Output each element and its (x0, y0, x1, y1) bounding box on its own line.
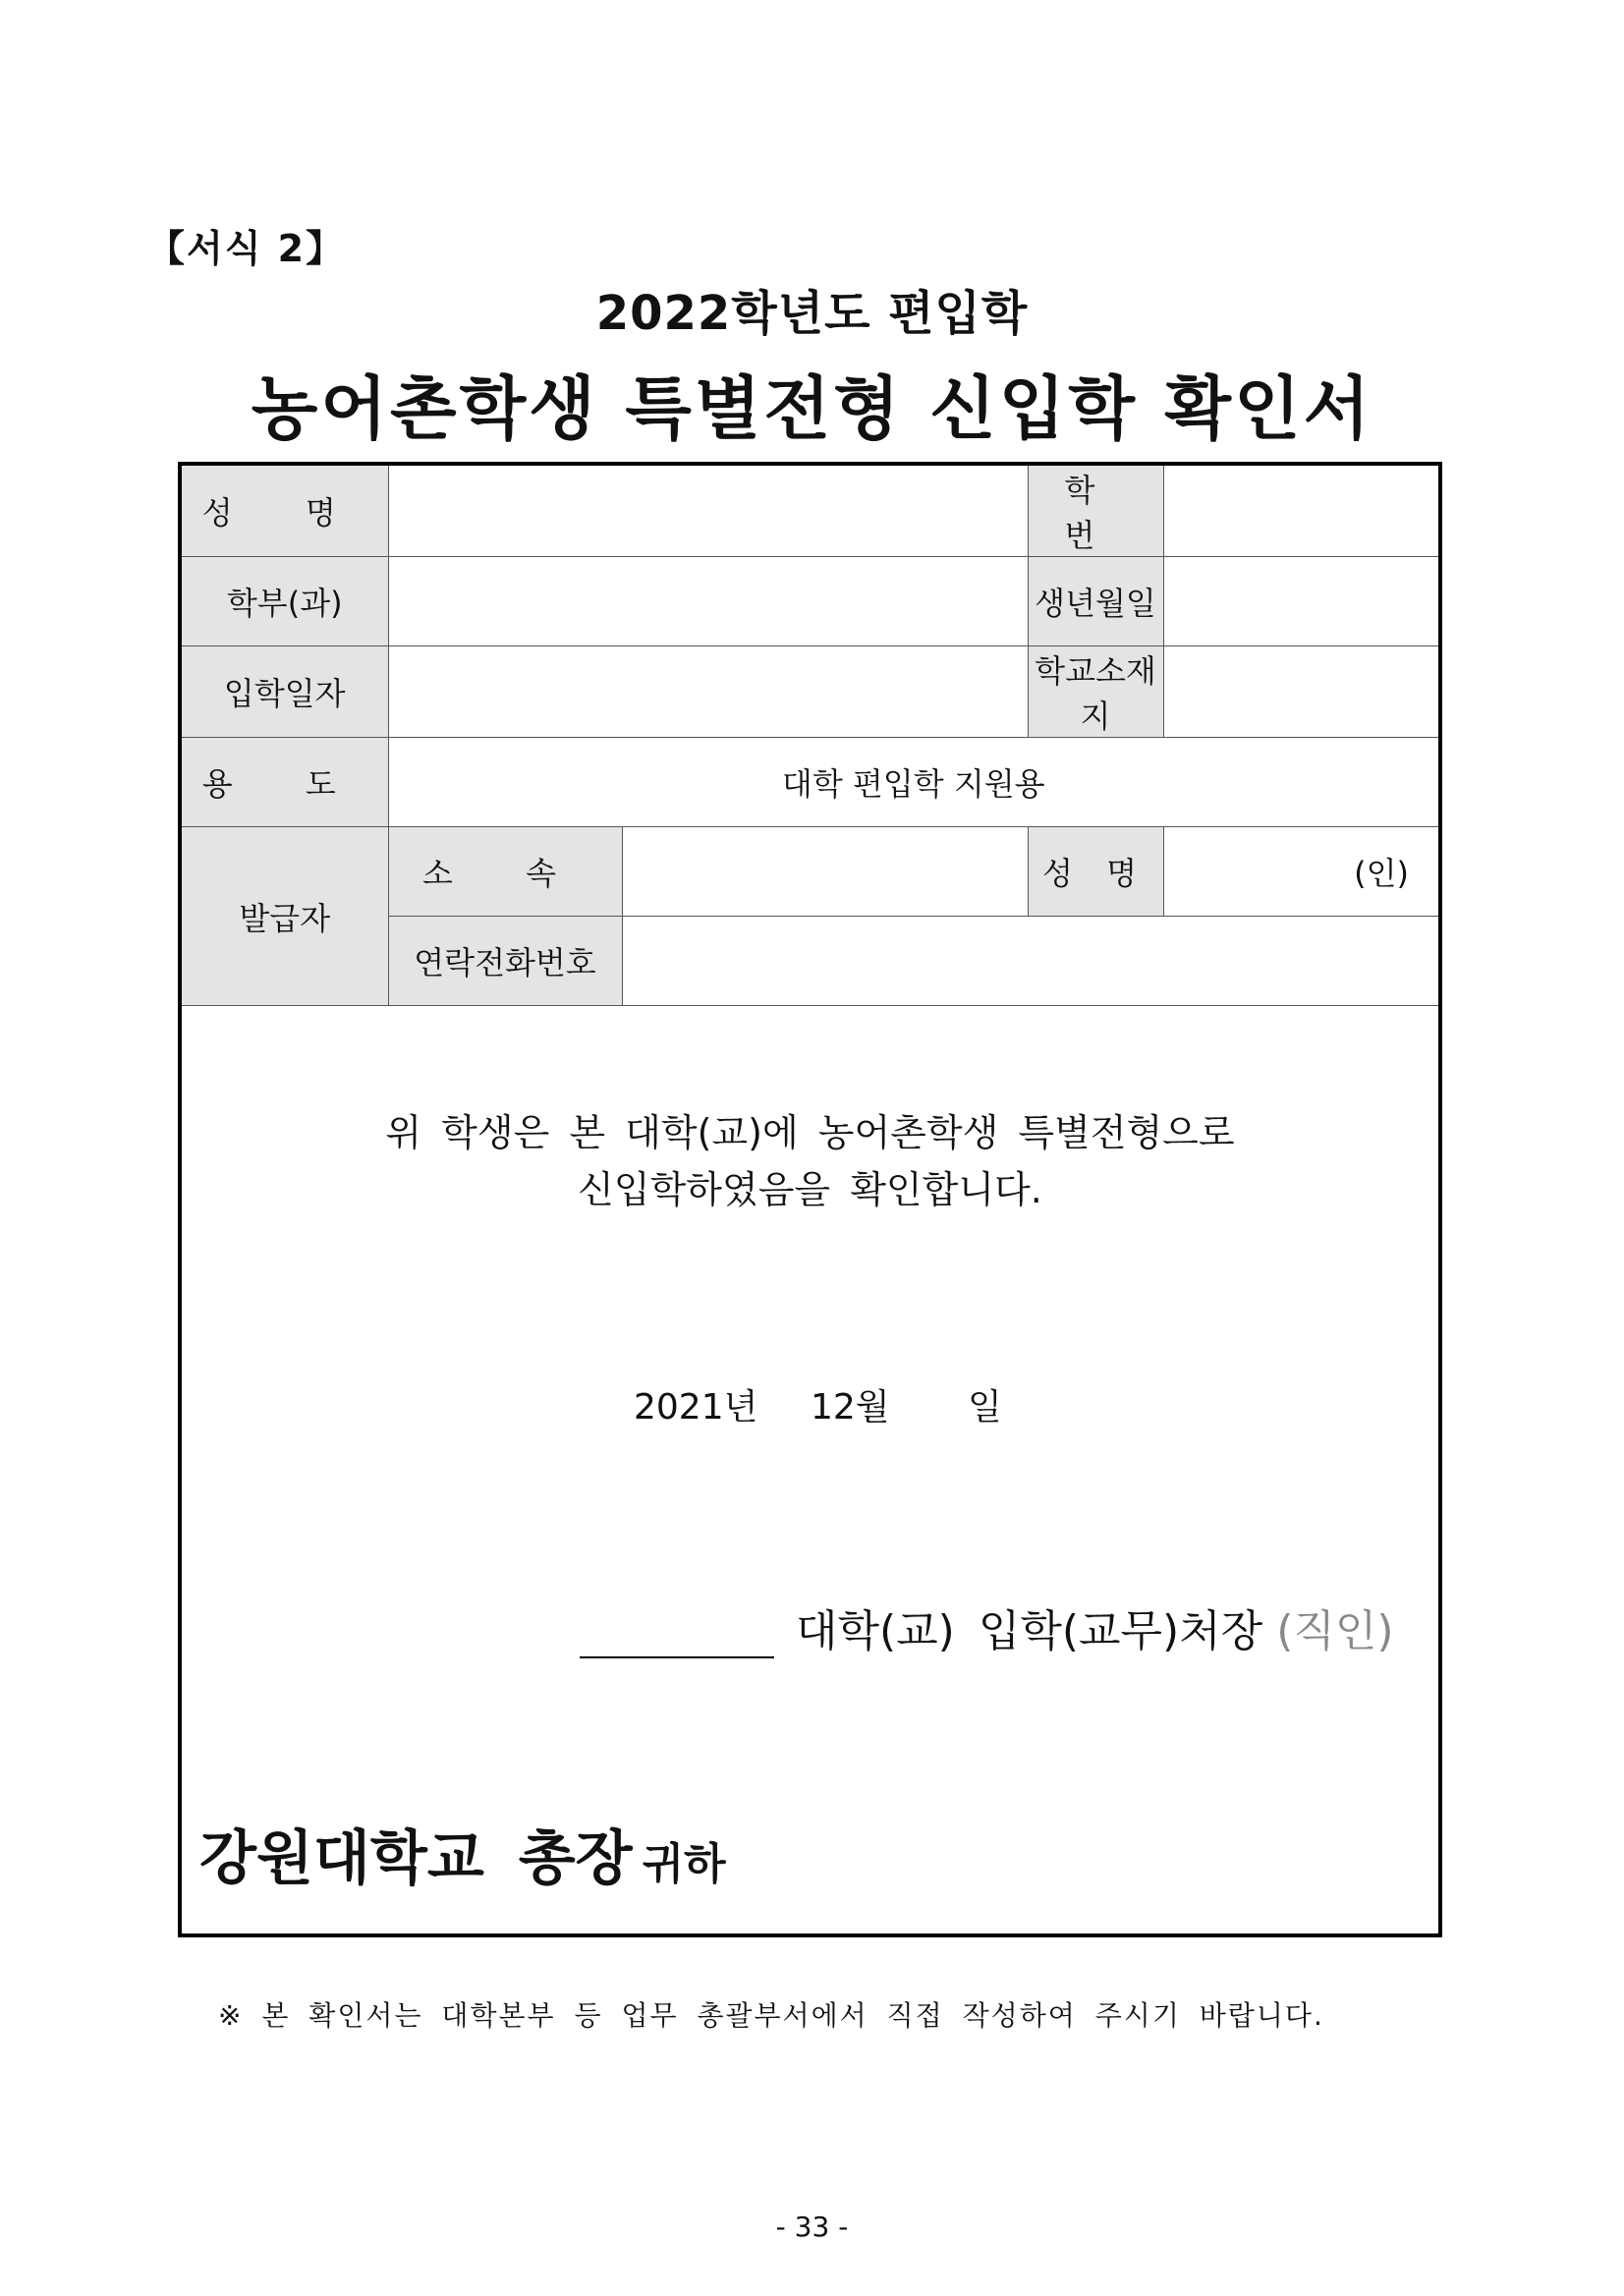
issuer-label: 발급자 (182, 827, 388, 1006)
issuer-name-label: 성 명 (1028, 827, 1163, 917)
table-row (182, 827, 1438, 917)
school-location-field[interactable] (1163, 646, 1438, 738)
affiliation-label: 소 속 (388, 827, 622, 917)
form-number: 【서식 2】 (147, 227, 346, 270)
department-label: 학부(과) (182, 557, 388, 646)
table-row (182, 557, 1438, 646)
recipient-suffix: 귀하 (642, 1839, 726, 1889)
statement-line-2: 신입학하였음을 확인합니다. (578, 1168, 1042, 1211)
recipient (199, 1812, 726, 1896)
footnote: ※ 본 확인서는 대학본부 등 업무 총괄부서에서 직접 작성하여 주시기 바랍니다. (218, 1999, 1324, 2032)
issuer-name-field[interactable] (1163, 827, 1438, 917)
date-year: 2021년 (634, 1387, 758, 1428)
table-row (182, 466, 1438, 557)
table-row (182, 738, 1438, 827)
purpose-label: 용 도 (182, 738, 388, 827)
school-location-label: 학교소재지 (1028, 646, 1163, 738)
student-id-field[interactable] (1163, 466, 1438, 557)
university-name-blank[interactable] (580, 1619, 774, 1658)
purpose-value: 대학 편입학 지원용 (388, 738, 1438, 827)
signer-line (580, 1596, 1394, 1658)
date-day: 일 (968, 1387, 1002, 1428)
affiliation-field[interactable] (622, 827, 1028, 917)
document-title: 농어촌학생 특별전형 신입학 확인서 (251, 368, 1373, 449)
birthdate-field[interactable] (1163, 557, 1438, 646)
contact-label: 연락전화번호 (388, 917, 622, 1006)
department-field[interactable] (388, 557, 1028, 646)
contact-field[interactable] (622, 917, 1438, 1006)
seal-mark: (인) (1354, 855, 1409, 892)
issue-date (634, 1379, 1002, 1429)
statement-line-1: 위 학생은 본 대학(교)에 농어촌학생 특별전형으로 (385, 1111, 1235, 1154)
document-subtitle: 2022학년도 편입학 (595, 286, 1029, 341)
signer-title: 대학(교) 입학(교무)처장 (796, 1606, 1263, 1656)
recipient-name: 강원대학교 총장 (199, 1824, 633, 1893)
admission-date-label: 입학일자 (182, 646, 388, 738)
student-info-table (182, 466, 1438, 1006)
student-id-label-text: 학 번 (1064, 472, 1127, 554)
date-month: 12월 (811, 1387, 890, 1428)
birthdate-label: 생년월일 (1028, 557, 1163, 646)
confirmation-form-box (178, 462, 1442, 1937)
official-seal-mark: (직인) (1276, 1606, 1394, 1656)
admission-date-field[interactable] (388, 646, 1028, 738)
table-row (182, 646, 1438, 738)
confirmation-statement (182, 1104, 1438, 1218)
student-id-label (1028, 466, 1163, 557)
page-number: - 33 - (775, 2211, 849, 2243)
name-label: 성 명 (182, 466, 388, 557)
name-field[interactable] (388, 466, 1028, 557)
